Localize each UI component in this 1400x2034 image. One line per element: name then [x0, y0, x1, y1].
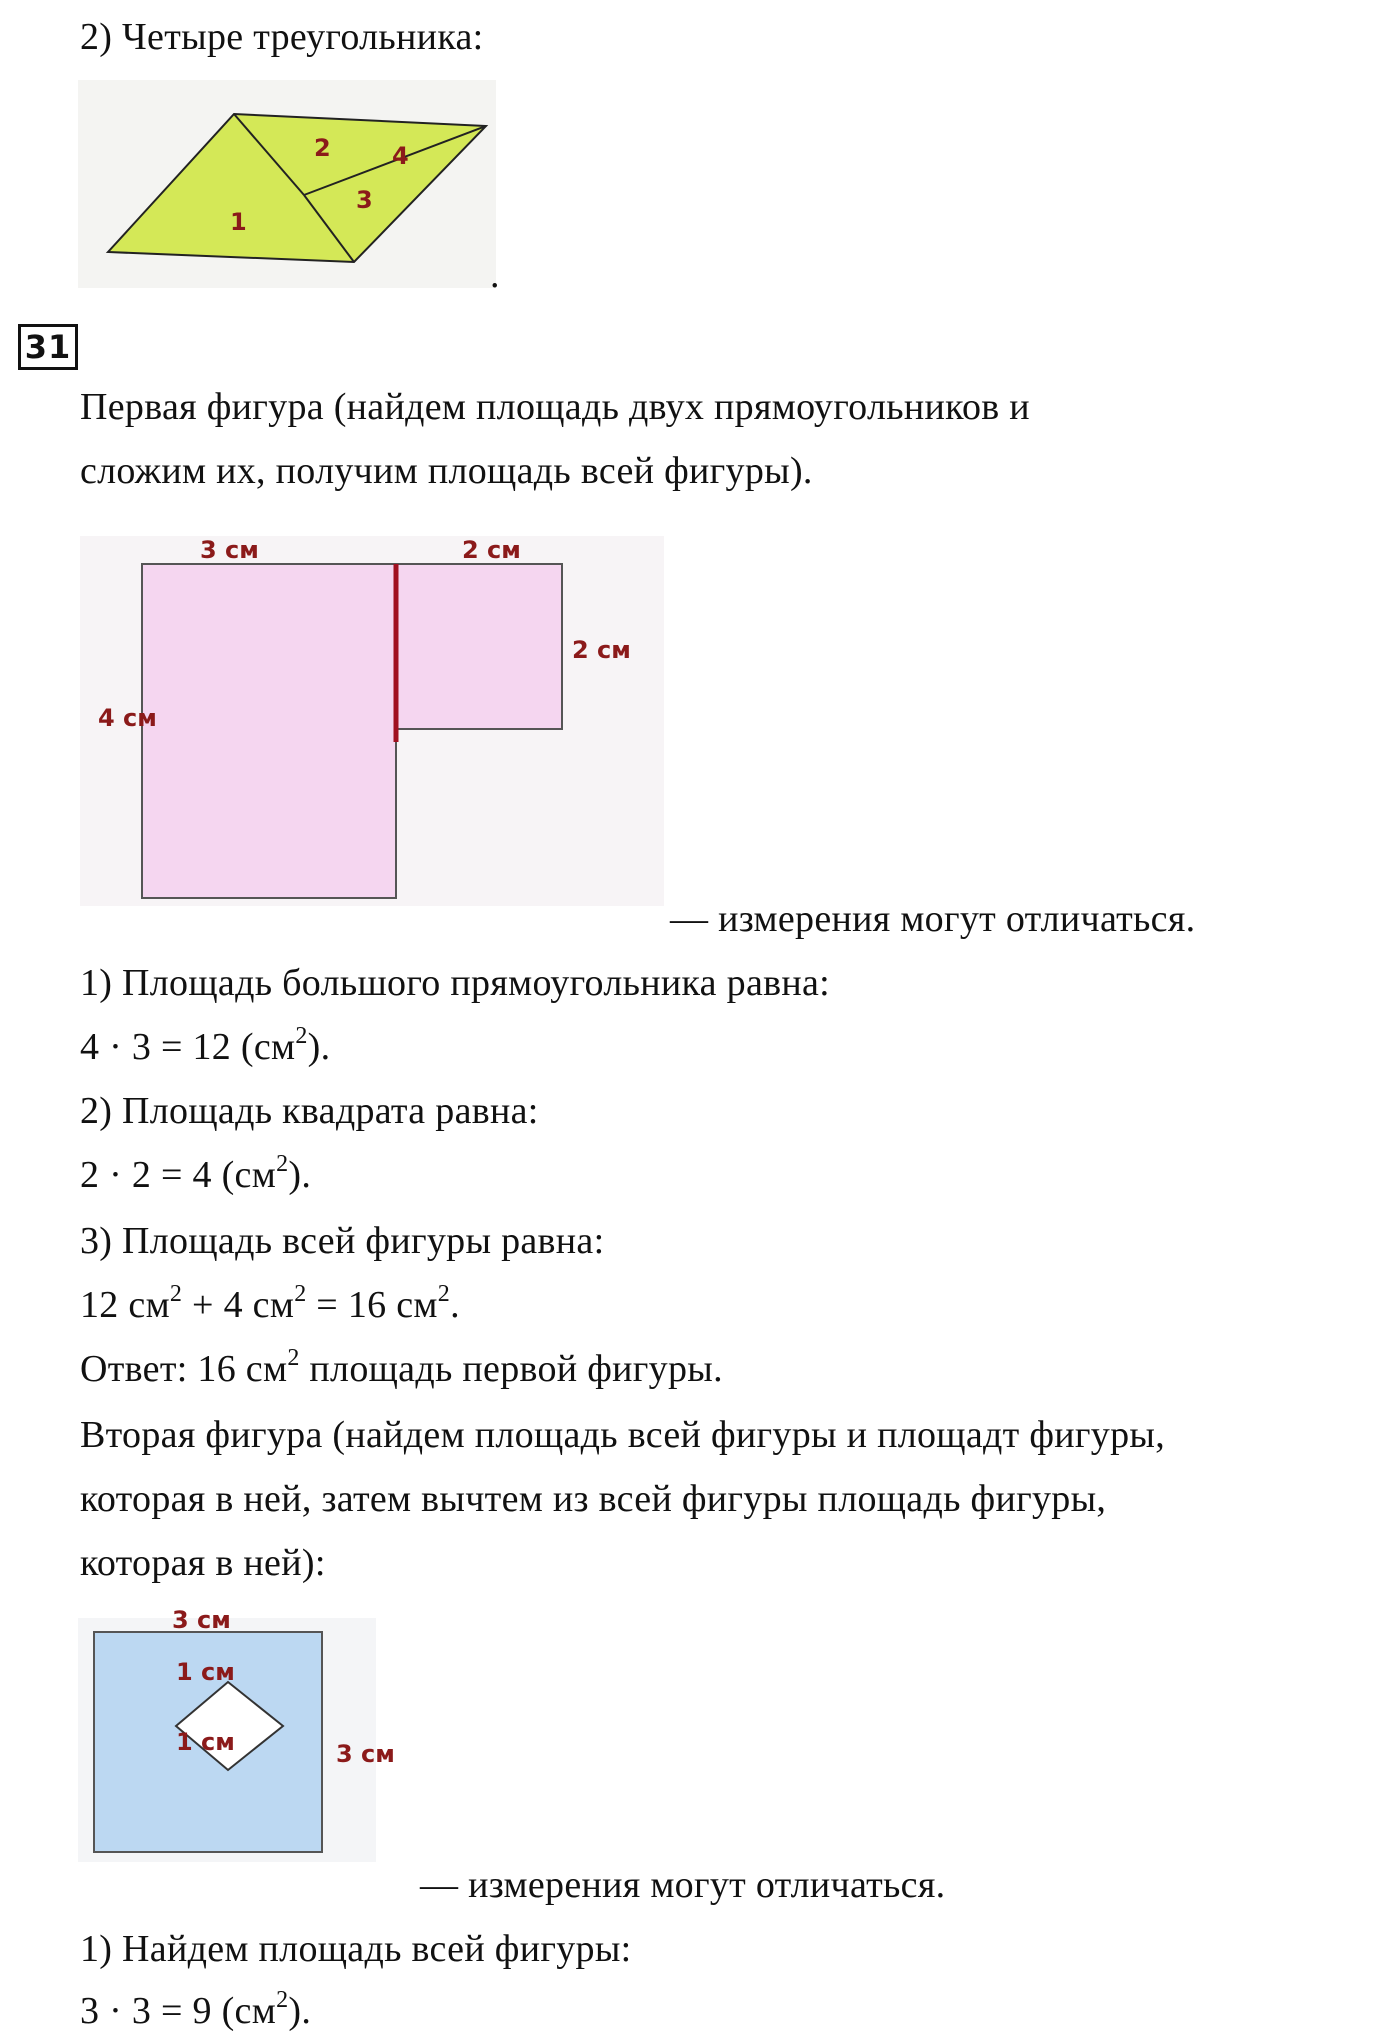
solution-step: 1) Площадь большого прямоугольника равна: [80, 962, 831, 1004]
equation-line: 12 $см^2 + 4$ $см^2 = 16$ $см^2$. [80, 1281, 460, 1326]
equation-line: 3 · 3 = 9 $(см^2)$. [80, 1987, 312, 2032]
square-with-hole-figure [78, 1600, 418, 1862]
dimension-top: 3 см [172, 1606, 231, 1634]
dimension-top-right: 2 см [462, 536, 521, 564]
triangle-label-3: 3 [356, 186, 373, 214]
dimension-inner-top: 1 см [176, 1658, 235, 1686]
subtask-heading: 2) Четыре треугольника: [80, 16, 484, 58]
dimension-right: 3 см [336, 1740, 395, 1768]
triangle-label-4: 4 [392, 142, 409, 170]
paragraph-line: которая в ней, затем вычтем из всей фигуры площадь фигуры, [80, 1478, 1107, 1520]
answer-line: Ответ: 16 $см^2$ площадь первой фигуры. [80, 1345, 723, 1390]
dimension-top-left: 3 см [200, 536, 259, 564]
l-shape-figure [80, 536, 670, 908]
dimension-right: 2 см [572, 636, 631, 664]
triangle-label-2: 2 [314, 134, 331, 162]
solution-step: 3) Площадь всей фигуры равна: [80, 1220, 605, 1262]
triangle-label-1: 1 [230, 208, 247, 236]
paragraph-line: сложим их, получим площадь всей фигуры). [80, 450, 813, 492]
trailing-dot: . [490, 254, 500, 296]
measurement-note: — измерения могут отличаться. [670, 898, 1196, 940]
measurement-note: — измерения могут отличаться. [420, 1864, 946, 1906]
solution-step: 1) Найдем площадь всей фигуры: [80, 1928, 632, 1970]
dimension-inner-bottom: 1 см [176, 1728, 235, 1756]
equation-line: 4 · 3 = 12 $(см^2)$. [80, 1023, 331, 1068]
task-number-box: 31 [18, 324, 78, 370]
equation-line: 2 · 2 = 4 $(см^2)$. [80, 1151, 312, 1196]
parallelogram-figure [78, 80, 498, 290]
dimension-left: 4 см [98, 704, 157, 732]
paragraph-line: Первая фигура (найдем площадь двух прямоугольников и [80, 386, 1030, 428]
solution-step: 2) Площадь квадрата равна: [80, 1090, 539, 1132]
paragraph-line: которая в ней): [80, 1542, 326, 1584]
paragraph-line: Вторая фигура (найдем площадь всей фигуры и площадт фигуры, [80, 1414, 1166, 1456]
